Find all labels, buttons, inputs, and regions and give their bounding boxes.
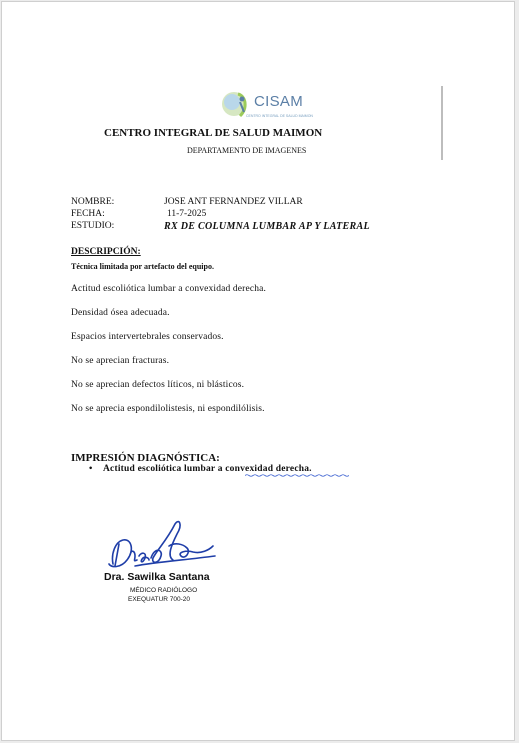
description-heading: DESCRIPCIÓN: [71, 247, 141, 257]
finding-item: No se aprecia espondilolistesis, ni espondilólisis. [71, 404, 265, 414]
impression-heading: IMPRESIÓN DIAGNÓSTICA: [71, 452, 220, 464]
date-value: 11-7-2025 [167, 209, 207, 219]
doctor-name: Dra. Sawilka Santana [104, 571, 210, 583]
patient-name-value: JOSE ANT FERNANDEZ VILLAR [164, 197, 303, 207]
finding-item: Actitud escoliótica lumbar a convexidad derecha. [71, 284, 267, 294]
study-label: ESTUDIO: [71, 221, 115, 231]
logo-text: CISAM [254, 93, 304, 110]
bullet-icon: • [89, 464, 93, 474]
date-label: FECHA: [71, 209, 105, 219]
doctor-exequatur: EXEQUATUR 700-20 [128, 596, 191, 603]
document-page [1, 1, 515, 741]
finding-item: No se aprecian defectos líticos, ni blásticos. [71, 380, 245, 390]
header-divider-line [441, 86, 443, 160]
department-name: DEPARTAMENTO DE IMAGENES [187, 146, 307, 155]
impression-text: Actitud escoliótica lumbar a convexidad derecha. [103, 464, 312, 474]
doctor-signature [105, 516, 221, 576]
technique-note: Técnica limitada por artefacto del equipo. [71, 262, 214, 271]
doctor-title: MÉDICO RADIÓLOGO [130, 587, 198, 594]
finding-item: Densidad ósea adecuada. [71, 308, 170, 318]
spellcheck-squiggle [245, 474, 349, 477]
finding-item: Espacios intervertebrales conservados. [71, 332, 224, 342]
cisam-logo [218, 90, 313, 122]
center-name: CENTRO INTEGRAL DE SALUD MAIMON [104, 127, 323, 139]
finding-item: No se aprecian fracturas. [71, 356, 170, 366]
logo-tagline: CENTRO INTEGRAL DE SALUD MAIMON [246, 114, 313, 118]
study-value: RX DE COLUMNA LUMBAR AP Y LATERAL [164, 221, 370, 232]
patient-name-label: NOMBRE: [71, 197, 115, 207]
